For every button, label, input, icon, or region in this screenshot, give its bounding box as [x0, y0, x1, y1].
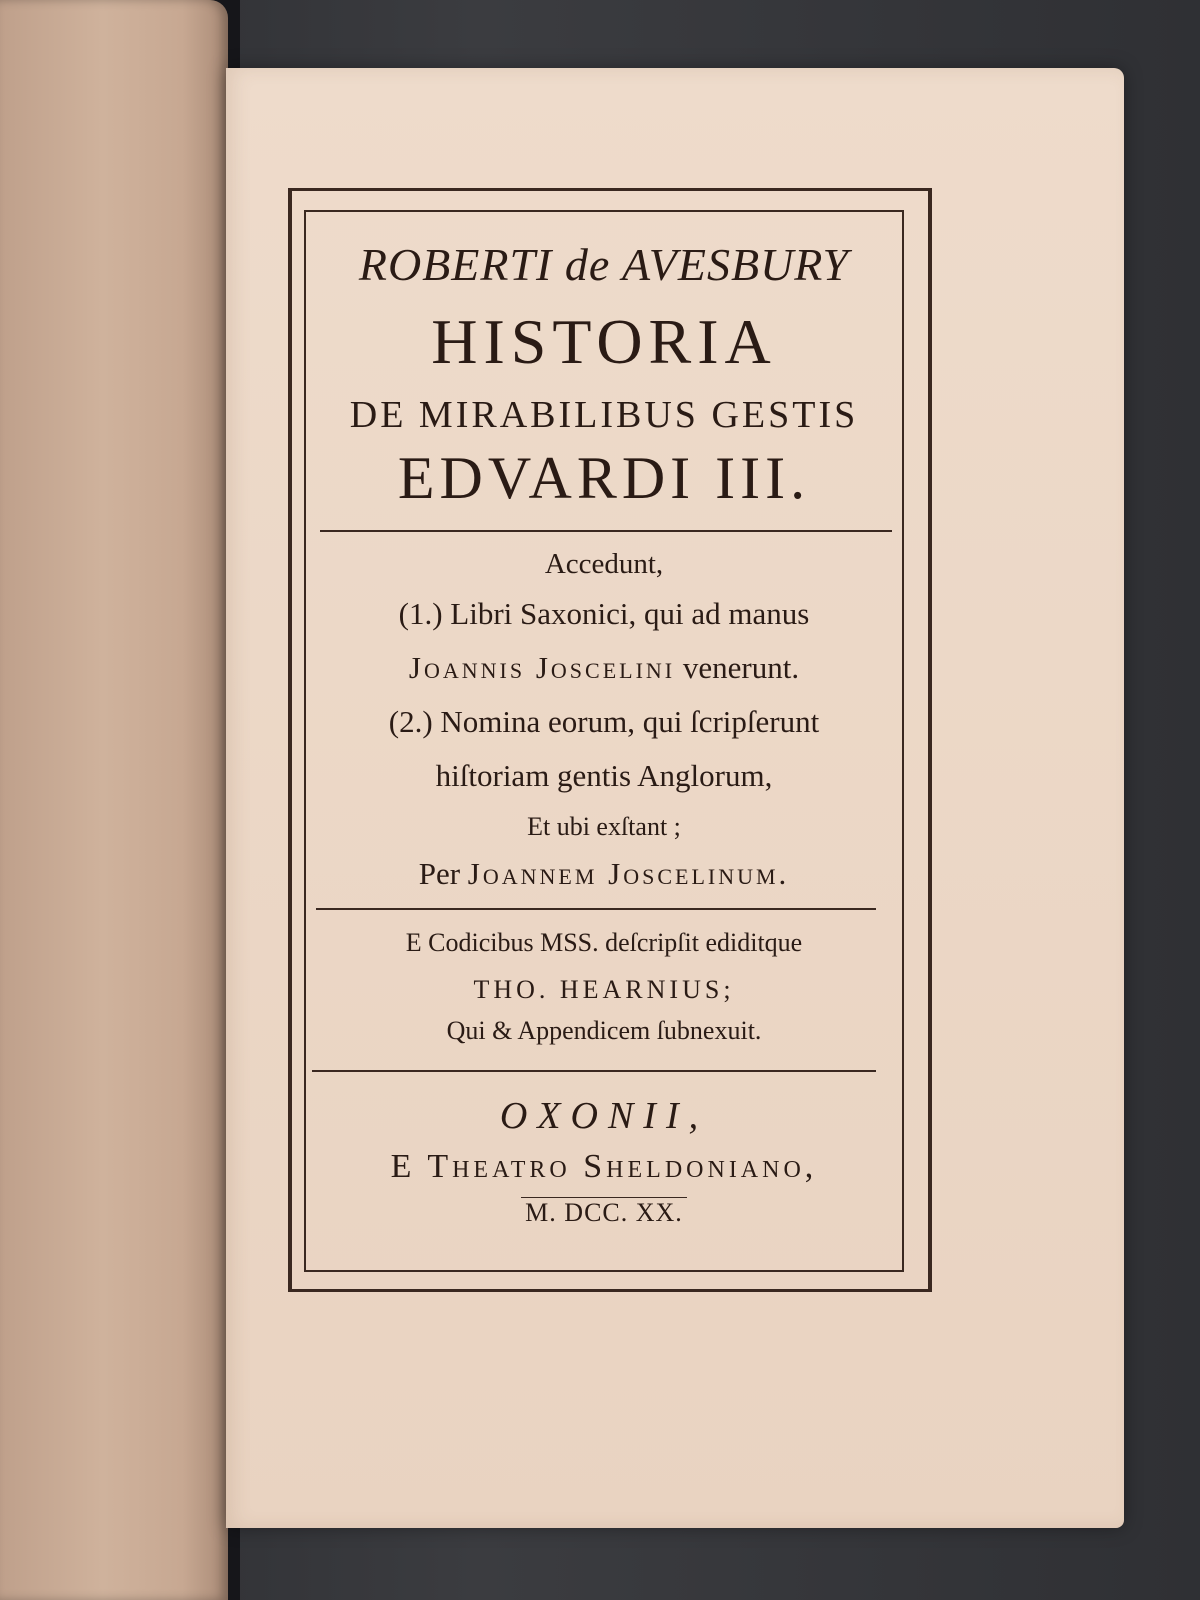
item2-line3: Et ubi exſtant ;	[527, 812, 681, 841]
place-line: OXONII,	[499, 1095, 709, 1137]
date-line	[304, 1198, 904, 1228]
title-name: EDVARDI III.	[397, 445, 811, 511]
author-line: ROBERTI de AVESBURY	[358, 239, 850, 290]
title-main: HISTORIA	[431, 306, 777, 377]
printer-line: E Theatro Sheldoniano,	[390, 1148, 818, 1185]
joscelini-name: Joannis Joscelini	[408, 650, 676, 685]
item1-line2-rest: venerunt.	[675, 650, 800, 685]
editor-line1: E Codicibus MSS. deſcripſit ediditque	[405, 928, 803, 957]
editor-line2: THO. HEARNIUS;	[473, 975, 735, 1004]
rule-2	[316, 908, 876, 910]
per-prefix: Per	[418, 856, 468, 891]
item1-line1: (1.) Libri Saxonici, qui ad manus	[398, 596, 810, 631]
item2-line1: (2.) Nomina eorum, qui ſcripſerunt	[388, 704, 820, 739]
rule-1	[320, 530, 892, 532]
per-line	[304, 856, 904, 892]
title-sub: DE MIRABILIBUS GESTIS	[349, 394, 859, 436]
date-text: M. DCC. XX.	[521, 1197, 687, 1227]
rule-3	[312, 1070, 876, 1072]
joscelinum-name: Joannem Joscelinum.	[467, 856, 790, 891]
left-page	[0, 0, 228, 1600]
editor-line3: Qui & Appendicem ſubnexuit.	[446, 1016, 762, 1045]
accedunt-line: Accedunt,	[544, 548, 664, 580]
item2-line2: hiſtoriam gentis Anglorum,	[435, 758, 773, 793]
item1-line2	[304, 650, 904, 686]
